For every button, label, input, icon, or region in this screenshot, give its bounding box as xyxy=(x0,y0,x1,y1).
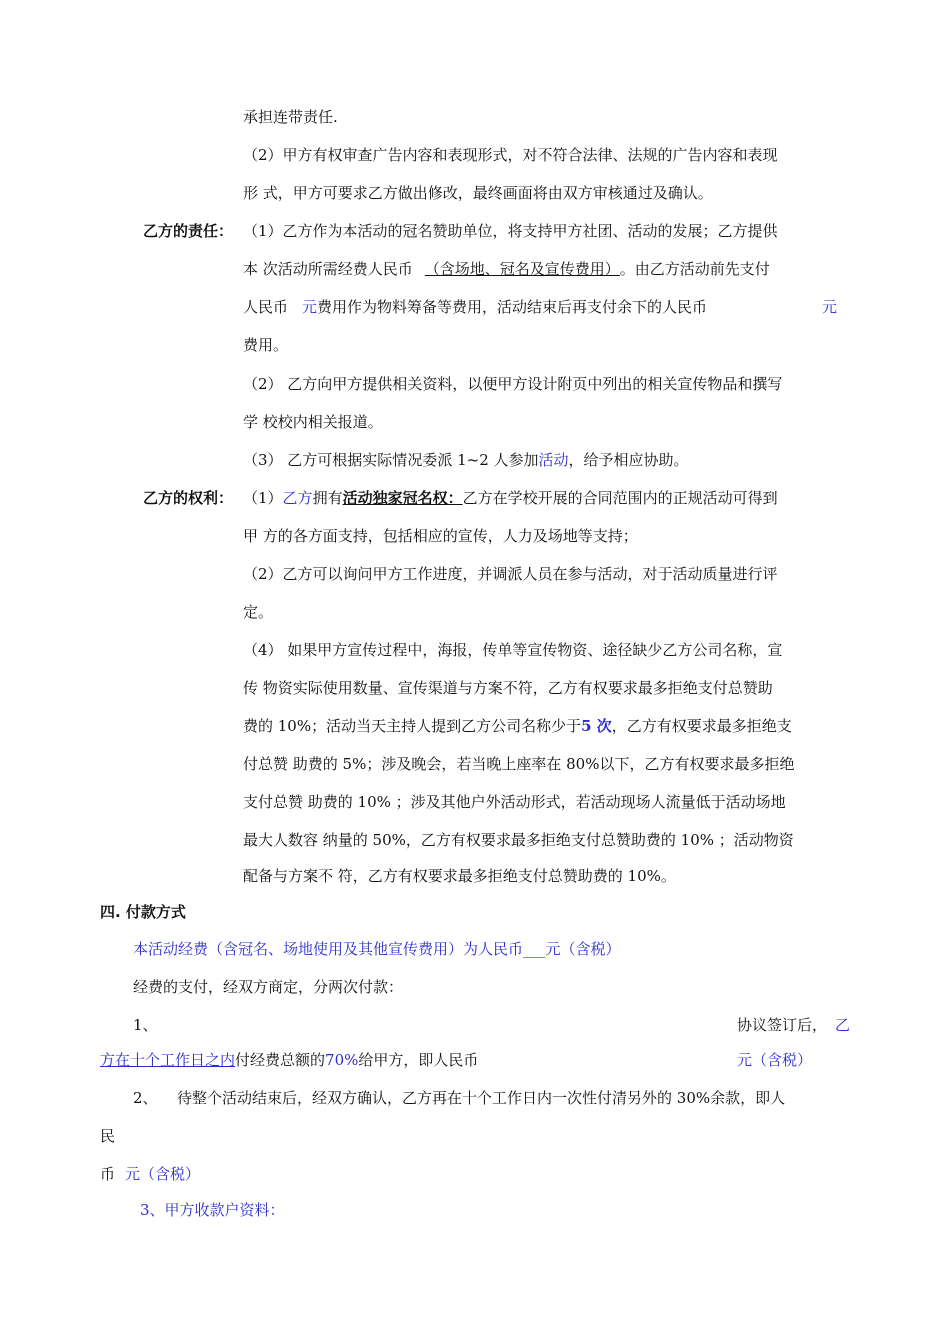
highlight-count: 5 次 xyxy=(581,717,612,735)
payment-item-number: 2、 xyxy=(133,1089,158,1107)
text-span: 币 xyxy=(100,1165,116,1183)
text-span: 本 次活动所需经费人民币 xyxy=(243,260,413,278)
text-span: 协议签订后， xyxy=(737,1016,828,1034)
text-line xyxy=(243,450,689,470)
text-line xyxy=(243,297,707,317)
text-line xyxy=(243,488,778,508)
deadline-text: 方在十个工作日之内 xyxy=(100,1051,236,1069)
exclusive-naming-right: 活动独家冠名权： xyxy=(342,489,463,507)
text-line: 甲 方的各方面支持，包括相应的宣传，人力及场地等支持； xyxy=(243,527,638,545)
amount-unit: 元 xyxy=(822,298,838,316)
amount-unit: 元（含税） xyxy=(737,1051,813,1069)
text-span: （3） 乙方可根据实际情况委派 1~2 人参加 xyxy=(243,451,539,469)
text-line xyxy=(243,716,792,736)
text-line: （4） 如果甲方宣传过程中，海报，传单等宣传物资、途径缺少乙方公司名称，宣 xyxy=(243,641,783,659)
text-line: 本活动经费（含冠名、场地使用及其他宣传费用）为人民币___元（含税） xyxy=(133,940,621,958)
amount-unit: 元（含税） xyxy=(125,1165,201,1183)
text-line: （2）乙方可以询问甲方工作进度，并调派人员在参与活动，对于活动质量进行评 xyxy=(243,565,778,583)
text-span: 给甲方，即人民币 xyxy=(358,1051,479,1069)
text-line: 配备与方案不 符，乙方有权要求最多拒绝支付总赞助费的 10%。 xyxy=(243,867,676,885)
text-span: 费用作为物料筹备等费用，活动结束后再支付余下的人民币 xyxy=(317,298,708,316)
text-span: 拥有 xyxy=(312,489,343,507)
highlight-activity: 活动 xyxy=(538,451,569,469)
text-line: 传 物资实际使用数量、宣传渠道与方案不符，乙方有权要求最多拒绝支付总赞助 xyxy=(243,679,773,697)
text-line: 经费的支付，经双方商定，分两次付款： xyxy=(133,978,404,996)
highlight-party-b: 乙方 xyxy=(282,489,313,507)
text-line: 付总赞 助费的 5%；涉及晚会，若当晚上座率在 80%以下，乙方有权要求最多拒绝 xyxy=(243,755,795,773)
text-line: 3、甲方收款户资料： xyxy=(140,1201,285,1219)
amount-unit: 元 xyxy=(302,298,318,316)
section-heading-rights: 乙方的权利： xyxy=(143,489,234,507)
text-span: ，乙方有权要求最多拒绝支 xyxy=(611,717,792,735)
text-span: 付经费总额的 xyxy=(235,1051,326,1069)
text-line xyxy=(737,1015,850,1035)
text-line xyxy=(243,259,770,279)
text-line: 最大人数容 纳量的 50%，乙方有权要求最多拒绝支付总赞助费的 10% ；活动物资 xyxy=(243,831,794,849)
section-heading-payment: 四. 付款方式 xyxy=(100,903,186,921)
text-line: 定。 xyxy=(243,603,274,621)
text-line: 费用。 xyxy=(243,336,289,354)
text-line xyxy=(100,1050,478,1070)
text-line xyxy=(100,1164,200,1184)
text-line: （2）甲方有权审查广告内容和表现形式，对不符合法律、法规的广告内容和表现 xyxy=(243,146,778,164)
text-span: 人民币 xyxy=(243,298,289,316)
text-span: 。由乙方活动前先支付 xyxy=(619,260,770,278)
text-line: （1）乙方作为本活动的冠名赞助单位，将支持甲方社团、活动的发展；乙方提供 xyxy=(243,222,778,240)
text-span: ，给予相应协助。 xyxy=(568,451,689,469)
text-line: 形 式，甲方可要求乙方做出修改，最终画面将由双方审核通过及确认。 xyxy=(243,184,713,202)
text-span: 乙 xyxy=(835,1016,851,1034)
text-line: 学 校校内相关报道。 xyxy=(243,413,383,431)
fee-note: （含场地、冠名及宣传费用） xyxy=(424,260,620,278)
text-line: （2） 乙方向甲方提供相关资料，以便甲方设计附页中列出的相关宣传物品和撰写 xyxy=(243,375,783,393)
section-heading-obligations: 乙方的责任： xyxy=(143,222,234,240)
text-line: 支付总赞 助费的 10% ；涉及其他户外活动形式，若活动现场人流量低于活动场地 xyxy=(243,793,786,811)
text-span: （1） xyxy=(243,489,283,507)
text-line: 承担连带责任. xyxy=(243,108,338,126)
highlight-percent: 70% xyxy=(325,1051,359,1069)
payment-item-number: 1、 xyxy=(133,1016,158,1034)
text-span: 乙方在学校开展的合同范围内的正规活动可得到 xyxy=(462,489,778,507)
text-span: 费的 10%；活动当天主持人提到乙方公司名称少于 xyxy=(243,717,582,735)
text-line: 待整个活动结束后，经双方确认，乙方再在十个工作日内一次性付清另外的 30%余款，即人 xyxy=(177,1089,786,1107)
text-line: 民 xyxy=(100,1127,116,1145)
